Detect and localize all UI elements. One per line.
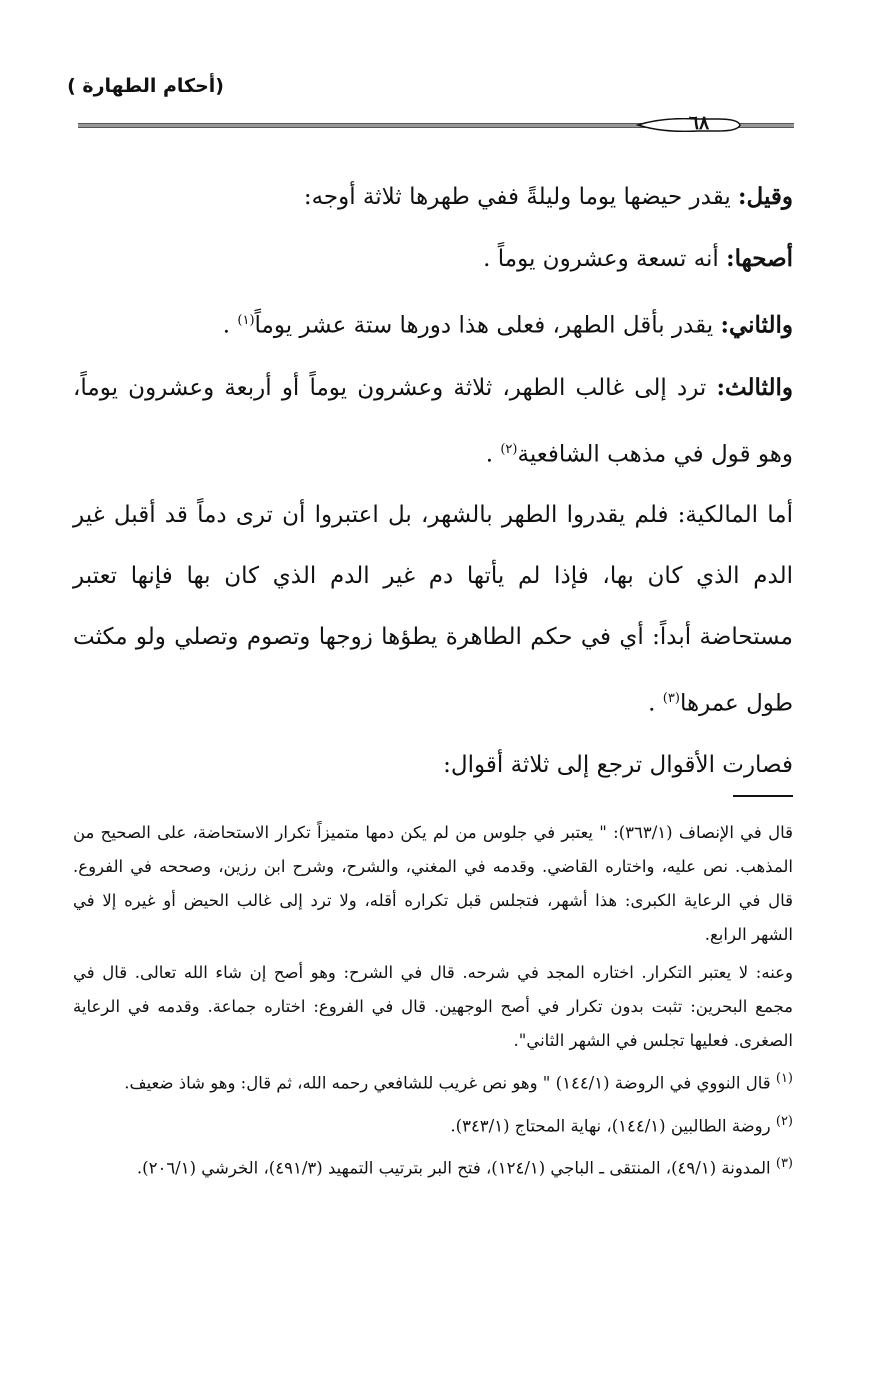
footnote [73, 1105, 793, 1144]
footnote-text: المدونة (٤٩/١)، المنتقى ـ الباجي (١٢٤/١)، فتح البر بترتيب التمهيد (٤٩١/٣)، الخرشي (٢٠٦/١). [136, 1158, 776, 1178]
footnote [73, 1062, 793, 1101]
footnote-text: روضة الطالبين (١٤٤/١)، نهاية المحتاج (٣٤٣/١). [450, 1116, 776, 1135]
footnote-text: قال النووي في الروضة (١٤٤/١) " وهو نص غريب للشافعي رحمه الله، ثم قال: وهو شاذ ضعيف. [124, 1073, 776, 1093]
paragraph-end: . [222, 312, 238, 339]
footnotes [73, 816, 793, 1190]
paragraph-lead: أصحها: [726, 245, 793, 272]
paragraph-end: . [648, 690, 663, 717]
paragraph [73, 290, 793, 357]
note-paragraph: وعنه: لا يعتبر التكرار. اختاره المجد في شرحه. قال في الشرح: وهو أصح إن شاء الله تعالى. قال في مجمع البحرين: تثبت بدون تكرار في أصح الوجهين. قال في الفروع: اختاره جماعة. وقدمه في الرعاية الصغرى. فعليها تجلس في الشهر الثاني". [73, 963, 793, 1050]
paragraph-text: ترد إلى غالب الطهر، ثلاثة وعشرون يوماً أو أربعة وعشرون يوماً، وهو قول في مذهب الشافعية [73, 374, 793, 468]
paragraph [73, 357, 793, 486]
page-number: ٦٨ [688, 112, 710, 134]
footnote-ref: (١) [237, 313, 255, 328]
paragraph: فصارت الأقوال ترجع إلى ثلاثة أقوال: [443, 751, 793, 778]
footnote-ref: (٢) [500, 441, 518, 457]
paragraph-lead: وقيل: [738, 183, 793, 210]
footnote-separator [733, 795, 793, 797]
footnote-ref: (٣) [662, 691, 680, 707]
paragraph-text: أنه تسعة وعشرون يوماً . [483, 246, 727, 272]
paragraph [73, 485, 793, 735]
paragraph-text: يقدر حيضها يوما وليلةً ففي طهرها ثلاثة أوجه: [303, 184, 739, 210]
paragraph [73, 228, 793, 290]
footnote-marker: (٣) [775, 1156, 793, 1171]
note-paragraph: قال في الإنصاف (٣٦٣/١): " يعتبر في جلوس من لم يكن دمها متميزاً تكرار الاستحاضة، على الصحيح من المذهب. نص عليه، واختاره القاضي. وقدمه في المغني، والشرح، وشرح ابن رزين، وصححه في الفروع. قال في الرعاية الكبرى: هذا أشهر، فتجلس قبل تكراره أقله، ولا ترد إلى غالب الحيض أو غيره إلا في الشهر الرابع. [73, 823, 793, 944]
footnote-marker: (٢) [775, 1113, 793, 1129]
paragraph-text: أما المالكية: فلم يقدروا الطهر بالشهر، بل اعتبروا أن ترى دماً قد أقبل غير الدم الذي كان بها، فإذا لم يأتها دم غير الدم الذي كان بها فإنها تعتبر مستحاضة أبداً: أي في حكم الطاهرة يطؤها زوجها وتصوم وتصلي ولو مكثت طول عمرها [73, 502, 793, 717]
running-title: (أحكام الطهارة ) [67, 75, 224, 97]
paragraph-end: . [485, 441, 501, 468]
footnote [73, 1147, 793, 1186]
main-text [73, 166, 793, 796]
paragraph-lead: والثاني: [720, 311, 793, 339]
paragraph-lead: والثالث: [716, 373, 793, 401]
paragraph [73, 166, 793, 228]
paragraph-text: يقدر بأقل الطهر، فعلى هذا دورها ستة عشر يوماً [254, 312, 721, 339]
footnote-marker: (١) [775, 1071, 793, 1086]
